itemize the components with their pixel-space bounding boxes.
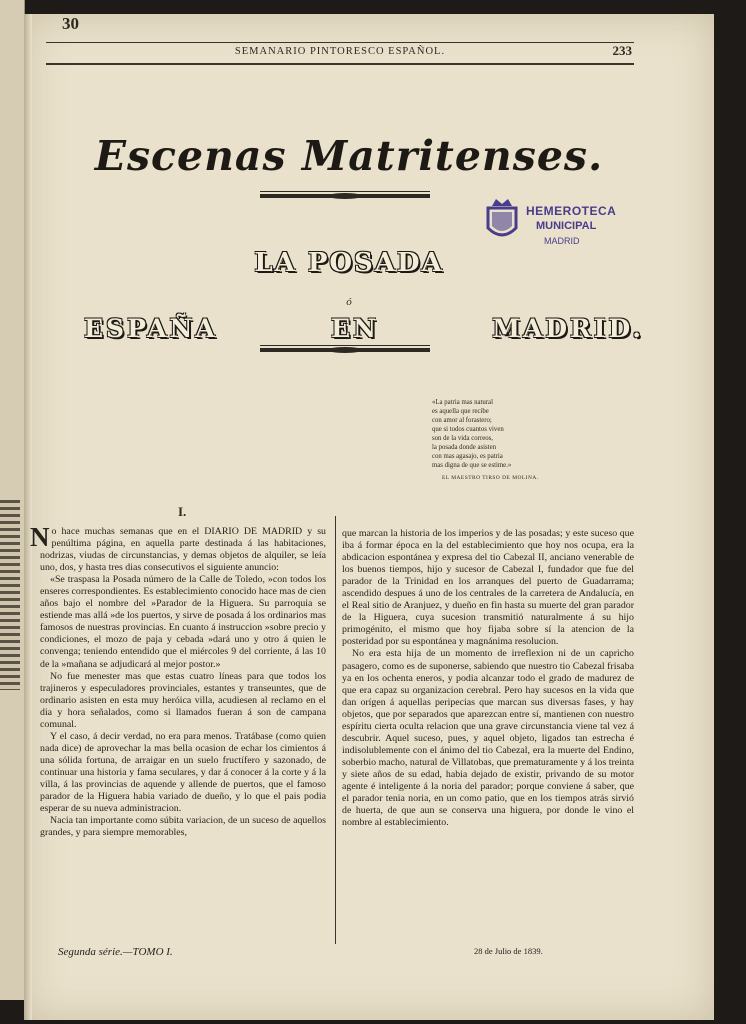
left-page-illustration-fragment <box>0 500 20 690</box>
article-title: LA POSADA <box>254 248 444 278</box>
paragraph: «Se traspasa la Posada número de la Calle de Toledo, »con todos los enseres correspondientes. Es establecimiento conocido hace mas de cien años bajo el nombre del »Parador de la Higuera. Su parroquia se estiende mas allá »de los puertos, y sirve de posada á los ordinarios mas famosos de nuestras provincias. En cuanto á instruccion »sobre precio y condiciones, el mozo de paja y cebada »dará uno y otro á quien le convenga; teniendo entendido que el miércoles 9 del corriente, á las 10 de la »mañana se adjudicará al mejor postor.» <box>40 574 326 670</box>
paragraph: Y el caso, á decir verdad, no era para menos. Tratábase (como quien nada dice) de aprovechar la mas bella ocasion de echar los cimientos á una sólida fortuna, de arraigar en un suelo fructífero y sazonado, de continuar una historia y fama seculares, y dar á conocer á la corte y á la villa, á las provincias de aquende y allende de puertos, que el famoso parador de la Higuera habia variado de dueño, y lo que el pais podia esperar de su nueva administracion. <box>40 730 326 815</box>
coat-of-arms-icon <box>482 194 522 244</box>
epigraph-line: «La patria mas natural <box>432 399 493 406</box>
epigraph-line: la posada donde asisten <box>432 444 496 451</box>
left-page-edge <box>0 0 25 1000</box>
epigraph-line: mas digna de que se estime.» <box>432 462 512 469</box>
epigraph-line: es aquella que recibe <box>432 408 489 415</box>
paragraph: No era esta hija de un momento de irreflexion ni de un capricho pasagero, como es de suponerse, sabiendo que nuestro tio Cabezal frisaba ya en los ochenta eneros, y podia alcanzar todo el grado de madurez de que era capaz su organizacion cerebral. Pero hay sucesos en la vida que dan orígen á aquellas peripecias que marcan sus diversas fases, y hay objetos, que por separados que aparezcan entre sí, mantienen con nuestro espíritu cierta oculta relacion que una grave circunstancia viene tal vez á descubrir. Aquel suceso, pues, y aquel objeto, ligados tan estrecha é indisolublemente con el ánimo del tio Cabezal, era la muerte del Endino, soberbio macho, natural de Villatobas, que prematuramente y á los treinta y siete años de su edad, habia dejado de existir, privando de su motor agente é inteligente á la noria del parador; porque conviene á saber, que el parador tenia noria, en un como patio, que en los tiempos atrás sirvió de huerta, de que aun se conserva una higuera, por donde le vino el nombre al establecimiento. <box>342 648 634 829</box>
issue-date: 28 de Julio de 1839. <box>474 946 543 956</box>
running-header <box>46 42 634 65</box>
text-column-left <box>30 522 326 839</box>
ornament-rule-top <box>260 194 430 198</box>
stamp-line-1: HEMEROTECA <box>526 204 617 218</box>
section-title: Escenas Matritenses. <box>94 132 604 180</box>
paragraph: que marcan la historia de los imperios y de las posadas; y este suceso que iba á formar época en la del establecimiento que hoy nos ocupa, era la abdicacion espontánea y expresa del tio Cabezal II, anciano venerable de los buenos tiempos, hijo y sucesor de Cabezal I, fundador que fue del parador de la Trinidad en los arranques del puerto de Guadarrama; ascendido despues á uno de los centrales de la carretera de Andalucía, en el Real sitio de Aranjuez, y dueño en fin hasta su muerte del gran parador de la Higuera, cuya sucesion transmitió naturalmente á su hijo primogénito, el mismo que hoy fijaba sobre sí la atencion de la posteridad por su espontánea y magnánima resolucion. <box>342 528 634 648</box>
epigraph <box>432 398 622 483</box>
drop-cap: N <box>30 522 50 552</box>
stamp-line-2: MUNICIPAL <box>536 220 597 232</box>
epigraph-line: con amor al forastero; <box>432 417 492 424</box>
stamp-line-3: MADRID <box>544 236 580 246</box>
paragraph: Nacia tan importante como súbita variacion, de un suceso de aquellos grandes, y para siempre memorables, <box>40 815 326 839</box>
ornament-rule-bottom <box>260 348 430 352</box>
epigraph-author: EL MAESTRO TIRSO DE MOLINA. <box>442 475 539 481</box>
article-title-connector: ó <box>346 296 352 308</box>
journal-page <box>24 14 714 1020</box>
paragraph: No fue menester mas que estas cuatro líneas para que todos los trajineros y especuladores provinciales, estantes y transeuntes, que de ordinario asisten en esta muy heróica villa, acudiesen al reclamo en el dia y hora señalados, como si llamados fueran á son de campana comunal. <box>40 670 326 730</box>
section-number: I. <box>178 504 187 519</box>
page-number: 233 <box>612 43 632 58</box>
epigraph-line: que si todos cuantos viven <box>432 426 504 433</box>
paragraph <box>30 522 326 574</box>
text-column-right <box>342 528 634 829</box>
paragraph-text: o hace muchas semanas que en el DIARIO DE MADRID y su penúltima página, en aquella parte destinada á las habitaciones, nodrizas, viudas de circunstancias, y demas objetos de alquiler, se leía uno, dos, y hasta tres dias consecutivos el siguiente anuncio: <box>40 526 326 574</box>
series-signature: Segunda série.—TOMO I. <box>58 946 173 958</box>
epigraph-line: son de la vida correos, <box>432 435 493 442</box>
journal-title: SEMANARIO PINTORESCO ESPAÑOL. <box>234 46 446 57</box>
epigraph-line: con mas agasajo, es patria <box>432 453 503 460</box>
left-page-number: 30 <box>62 14 79 33</box>
column-divider <box>335 516 336 944</box>
article-subtitle: ESPAÑA EN MADRID. <box>84 314 644 343</box>
